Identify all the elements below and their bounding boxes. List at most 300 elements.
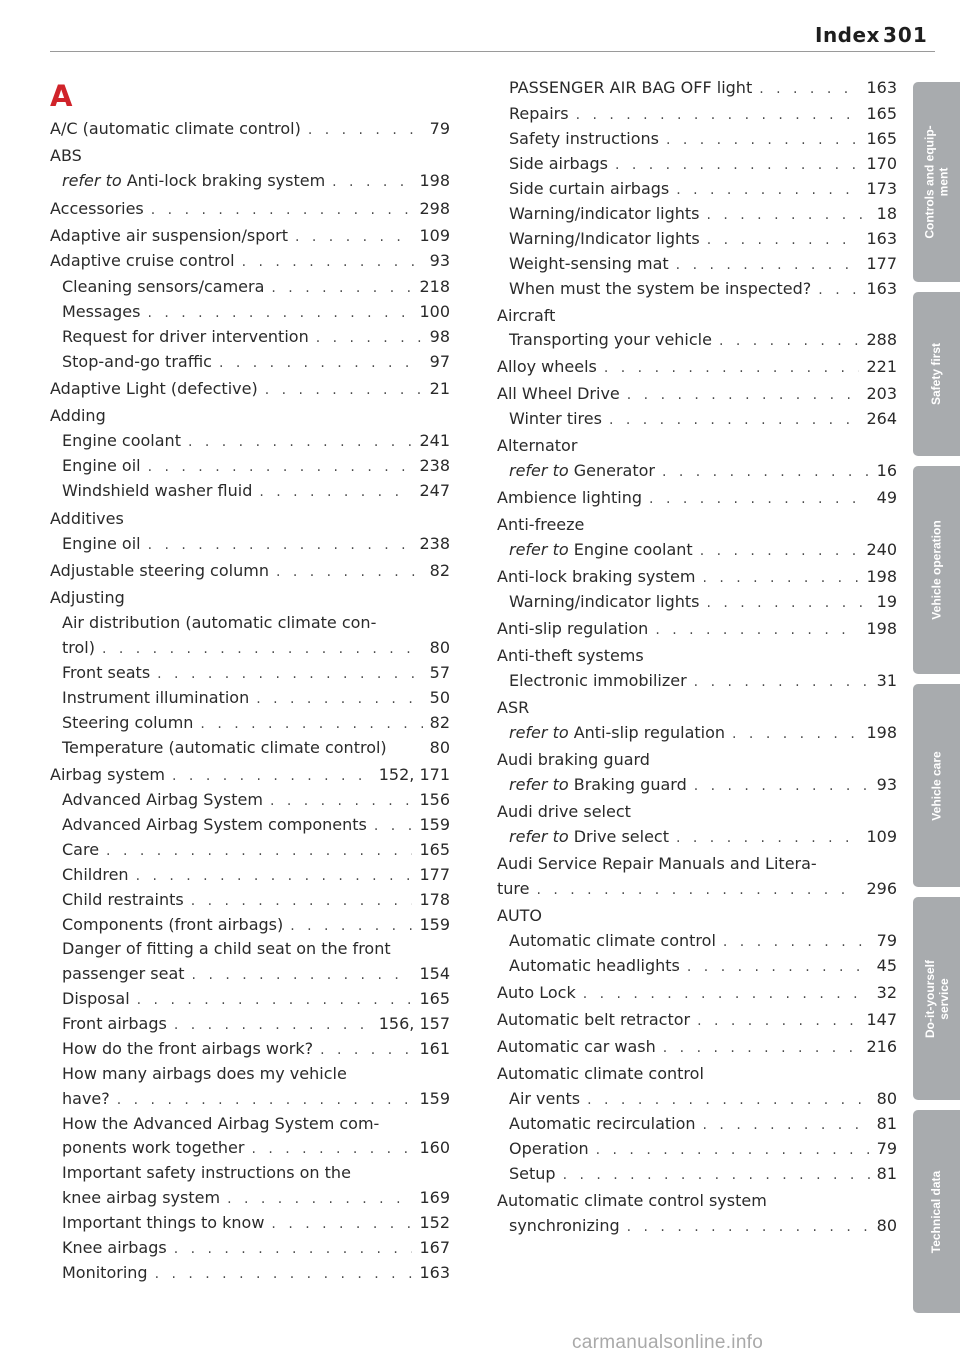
entry-text: Anti-freeze: [497, 515, 585, 534]
page-ref[interactable]: 165: [866, 104, 897, 123]
dot-leader: [576, 104, 860, 126]
entry-text: Anti-lock braking system: [497, 567, 696, 586]
page-ref[interactable]: 170: [866, 154, 897, 173]
section-tab[interactable]: [913, 897, 960, 1100]
entry-text: synchronizing: [509, 1216, 620, 1235]
entry-label: [509, 774, 687, 796]
entry-text: Temperature (automatic climate control): [62, 738, 387, 757]
entry-text: Electronic immobilizer: [509, 671, 687, 690]
page-ref[interactable]: 109: [866, 827, 897, 846]
entry-text: Automatic climate control: [497, 1064, 704, 1083]
index-entry: [509, 722, 897, 744]
page-ref[interactable]: 18: [876, 204, 897, 223]
index-entry: [509, 408, 897, 430]
index-entry: [62, 889, 450, 911]
dot-leader: [596, 1139, 870, 1161]
index-entry: [497, 1009, 897, 1031]
entry-text: Important safety instructions on the: [62, 1163, 351, 1182]
page-ref[interactable]: 100: [419, 302, 450, 321]
page-ref[interactable]: 163: [866, 279, 897, 298]
entry-text: Warning/Indicator lights: [509, 229, 700, 248]
dot-leader: [587, 1089, 870, 1111]
dot-leader: [316, 327, 423, 349]
index-entry: [62, 914, 450, 936]
dot-leader: [251, 1138, 412, 1160]
header-divider: [50, 51, 935, 52]
index-entry: [509, 826, 897, 848]
entry-text: Drive select: [573, 827, 669, 846]
page-ref[interactable]: 296: [866, 879, 897, 898]
dot-leader: [563, 1164, 870, 1186]
dot-leader: [290, 915, 412, 937]
page-ref[interactable]: 79: [876, 1139, 897, 1158]
page-ref[interactable]: 82: [429, 561, 450, 580]
index-entry: [509, 930, 897, 952]
entry-text: Danger of fitting a child seat on the front: [62, 939, 391, 958]
entry-label: [50, 587, 125, 609]
index-entry: [497, 697, 897, 719]
page-ref[interactable]: 79: [876, 931, 897, 950]
entry-label: [509, 329, 712, 351]
entry-label: [509, 591, 699, 613]
entry-label: [62, 430, 181, 452]
entry-label: [509, 460, 655, 482]
page-ref[interactable]: 203: [866, 384, 897, 403]
page-ref[interactable]: 163: [866, 78, 897, 97]
entry-text: Engine oil: [62, 456, 141, 475]
dot-leader: [106, 840, 412, 862]
index-entry: [62, 455, 450, 477]
dot-leader: [242, 251, 423, 273]
entry-label: [497, 697, 529, 719]
dot-leader: [732, 723, 859, 745]
entry-label: [62, 1137, 244, 1159]
entry-label: [509, 178, 669, 200]
entry-label: [509, 930, 716, 952]
entry-text: PASSENGER AIR BAG OFF light: [509, 78, 753, 97]
index-entry: [509, 591, 897, 613]
entry-label: [497, 383, 620, 405]
index-entry: [497, 514, 897, 536]
section-tab-label: Controls and equip- ment: [922, 125, 951, 239]
entry-text: Adaptive Light (defective): [50, 379, 258, 398]
dot-leader: [219, 352, 423, 374]
entry-text: Warning/indicator lights: [509, 592, 700, 611]
page-ref[interactable]: 152, 171: [378, 765, 450, 784]
page-ref[interactable]: 218: [419, 277, 450, 296]
index-entry: [62, 430, 450, 452]
page-ref[interactable]: 50: [429, 688, 450, 707]
page-ref[interactable]: 298: [419, 199, 450, 218]
entry-label: [62, 1113, 379, 1135]
index-entry: [62, 938, 450, 960]
page-ref[interactable]: 159: [419, 1089, 450, 1108]
index-entry: [62, 988, 450, 1010]
page-ref[interactable]: 198: [866, 723, 897, 742]
dot-leader: [649, 488, 870, 510]
page-ref[interactable]: 31: [876, 671, 897, 690]
index-entry: [509, 1088, 897, 1110]
index-entry: [509, 1215, 897, 1237]
section-tab[interactable]: [913, 1110, 960, 1313]
dot-leader: [227, 1188, 412, 1210]
page-ref[interactable]: 216: [866, 1037, 897, 1056]
entry-label: [62, 789, 263, 811]
page-ref[interactable]: 21: [429, 379, 450, 398]
index-entry: [62, 1038, 450, 1060]
entry-text: passenger seat: [62, 964, 185, 983]
entry-text: Automatic car wash: [497, 1037, 656, 1056]
section-tab[interactable]: [913, 684, 960, 887]
entry-text: Windshield washer fluid: [62, 481, 253, 500]
page-ref[interactable]: 240: [866, 540, 897, 559]
page-ref[interactable]: 264: [866, 409, 897, 428]
page-ref[interactable]: 159: [419, 915, 450, 934]
page-ref[interactable]: 221: [866, 357, 897, 376]
dot-leader: [759, 78, 859, 100]
index-entry: [62, 276, 450, 298]
page-ref[interactable]: 165: [419, 989, 450, 1008]
page-ref[interactable]: 178: [419, 890, 450, 909]
entry-label: [497, 749, 650, 771]
entry-text: Air vents: [509, 1089, 581, 1108]
page-ref[interactable]: 152: [419, 1213, 450, 1232]
page-ref[interactable]: 165: [419, 840, 450, 859]
entry-label: [62, 737, 387, 759]
entry-label: [62, 1063, 347, 1085]
entry-text: Anti-lock braking system: [126, 171, 326, 190]
entry-text: Care: [62, 840, 100, 859]
entry-text: Alloy wheels: [497, 357, 597, 376]
index-entry: [62, 1013, 450, 1035]
page-ref[interactable]: 79: [429, 119, 450, 138]
section-tab[interactable]: [913, 466, 960, 674]
entry-text: Safety instructions: [509, 129, 659, 148]
entry-text: Automatic climate control: [509, 931, 716, 950]
dot-leader: [270, 790, 413, 812]
index-entry: [509, 329, 897, 351]
entry-label: [62, 864, 129, 886]
page-ref[interactable]: 98: [429, 327, 450, 346]
page-ref[interactable]: 167: [419, 1238, 450, 1257]
entry-label: [509, 1163, 556, 1185]
index-entry: [497, 801, 897, 823]
entry-text: knee airbag system: [62, 1188, 221, 1207]
page-ref[interactable]: 19: [876, 592, 897, 611]
entry-label: [497, 1009, 690, 1031]
dot-leader: [148, 456, 413, 478]
entry-label: [509, 1113, 696, 1135]
index-entry: [509, 178, 897, 200]
index-entry: [62, 789, 450, 811]
page-ref[interactable]: 49: [876, 488, 897, 507]
dot-leader: [676, 179, 859, 201]
page-ref[interactable]: 82: [429, 713, 450, 732]
entry-label: [497, 435, 577, 457]
page-ref[interactable]: 247: [419, 481, 450, 500]
entry-text: have?: [62, 1089, 110, 1108]
page-ref[interactable]: 93: [876, 775, 897, 794]
index-entry: [62, 533, 450, 555]
entry-text: Anti-theft systems: [497, 646, 644, 665]
page-ref[interactable]: 147: [866, 1010, 897, 1029]
entry-text: Side airbags: [509, 154, 608, 173]
dot-leader: [332, 171, 412, 193]
entry-text: Engine coolant: [573, 540, 693, 559]
entry-label: [497, 566, 695, 588]
entry-label: [62, 533, 141, 555]
index-entry: [62, 1088, 450, 1110]
index-entry: [62, 1262, 450, 1284]
entry-text: Engine oil: [62, 534, 141, 553]
entry-label: [509, 670, 687, 692]
entry-text: ture: [497, 879, 530, 898]
header-title: Index: [815, 23, 880, 47]
page-ref[interactable]: 80: [876, 1089, 897, 1108]
entry-text: Advanced Airbag System: [62, 790, 263, 809]
index-entry: [509, 128, 897, 150]
dot-leader: [265, 379, 423, 401]
entry-text: Adding: [50, 406, 106, 425]
dot-leader: [676, 827, 859, 849]
index-entry: [62, 864, 450, 886]
dot-leader: [627, 384, 860, 406]
entry-label: [497, 1190, 767, 1212]
dot-leader: [188, 431, 412, 453]
section-tab[interactable]: [913, 82, 960, 282]
dot-leader: [663, 1037, 860, 1059]
page-ref[interactable]: 238: [419, 534, 450, 553]
entry-text: Audi Service Repair Manuals and Litera-: [497, 854, 817, 873]
index-entry: [497, 749, 897, 771]
page-ref[interactable]: 177: [866, 254, 897, 273]
entry-text: Auto Lock: [497, 983, 576, 1002]
index-entry: [497, 645, 897, 667]
index-entry: [497, 878, 897, 900]
entry-label: [62, 814, 367, 836]
entry-label: [62, 1162, 351, 1184]
index-entry: [509, 1163, 897, 1185]
dot-leader: [174, 1014, 372, 1036]
index-entry: [62, 1137, 450, 1159]
entry-label: [62, 1212, 264, 1234]
page-ref[interactable]: 173: [866, 179, 897, 198]
page-ref[interactable]: 198: [866, 619, 897, 638]
index-entry: [509, 955, 897, 977]
entry-text: Request for driver intervention: [62, 327, 309, 346]
entry-text: Warning/indicator lights: [509, 204, 700, 223]
entry-label: [497, 305, 555, 327]
entry-label: [509, 1215, 620, 1237]
index-entry: [62, 351, 450, 373]
entry-text: Anti-slip regulation: [497, 619, 649, 638]
index-entry: [497, 435, 897, 457]
entry-label: [509, 77, 752, 99]
dot-leader: [191, 890, 413, 912]
entry-label: [509, 153, 608, 175]
page-ref[interactable]: 80: [429, 638, 450, 657]
entry-text: ponents work together: [62, 1138, 245, 1157]
entry-label: [62, 1013, 167, 1035]
index-entry: [62, 963, 450, 985]
page-ref[interactable]: 161: [419, 1039, 450, 1058]
entry-text: Adaptive air suspension/sport: [50, 226, 288, 245]
dot-leader: [256, 688, 422, 710]
page-ref[interactable]: 16: [876, 461, 897, 480]
page-ref[interactable]: 165: [866, 129, 897, 148]
entry-label: [62, 662, 150, 684]
dot-leader: [694, 775, 870, 797]
dot-leader: [706, 592, 869, 614]
entry-text: Disposal: [62, 989, 130, 1008]
entry-label: [62, 637, 95, 659]
entry-label: [50, 560, 269, 582]
page-ref[interactable]: 288: [866, 330, 897, 349]
page-ref[interactable]: 109: [419, 226, 450, 245]
dot-leader: [102, 638, 423, 660]
page-ref[interactable]: 163: [419, 1263, 450, 1282]
dot-leader: [308, 119, 423, 141]
dot-leader: [295, 226, 412, 248]
dot-leader: [697, 1010, 859, 1032]
index-entry: [62, 737, 450, 759]
index-entry: [497, 1063, 897, 1085]
page-ref[interactable]: 93: [429, 251, 450, 270]
entry-label: [509, 128, 659, 150]
entry-text: How many airbags does my vehicle: [62, 1064, 347, 1083]
index-entry: [497, 1190, 897, 1212]
entry-text: Side curtain airbags: [509, 179, 670, 198]
section-tab-label: Vehicle operation: [929, 520, 944, 620]
entry-text: Messages: [62, 302, 141, 321]
entry-label: [509, 408, 602, 430]
entry-label: [509, 1138, 589, 1160]
entry-label: [50, 405, 106, 427]
entry-label: [62, 455, 141, 477]
entry-text: Automatic climate control system: [497, 1191, 767, 1210]
dot-leader: [271, 277, 412, 299]
dot-leader: [615, 154, 859, 176]
entry-label: [62, 963, 185, 985]
entry-text: Audi drive select: [497, 802, 631, 821]
index-entry: [62, 480, 450, 502]
dot-leader: [536, 879, 859, 901]
index-entry: [50, 587, 450, 609]
dot-leader: [609, 409, 859, 431]
index-entry: [509, 278, 897, 300]
index-entry: [497, 1036, 897, 1058]
index-entry: [62, 1212, 450, 1234]
index-entry: [497, 982, 897, 1004]
index-entry: [497, 618, 897, 640]
entry-text: Airbag system: [50, 765, 166, 784]
page-ref[interactable]: 80: [876, 1216, 897, 1235]
cross-reference: refer to: [62, 171, 122, 190]
page-ref[interactable]: 57: [429, 663, 450, 682]
dot-leader: [700, 540, 860, 562]
index-entry: [62, 1187, 450, 1209]
entry-label: [62, 480, 252, 502]
entry-label: [497, 905, 542, 927]
index-entry: [509, 228, 897, 250]
entry-text: When must the system be inspected?: [509, 279, 812, 298]
dot-leader: [148, 534, 413, 556]
page-ref[interactable]: 154: [419, 964, 450, 983]
index-entry: [62, 637, 450, 659]
cross-reference: refer to: [509, 827, 569, 846]
entry-label: [50, 250, 235, 272]
entry-label: [509, 955, 680, 977]
entry-text: Cleaning sensors/camera: [62, 277, 265, 296]
page-ref[interactable]: 159: [419, 815, 450, 834]
index-entry: [497, 487, 897, 509]
cross-reference: refer to: [509, 540, 569, 559]
dot-leader: [583, 983, 870, 1005]
entry-label: [509, 103, 569, 125]
entry-text: Front airbags: [62, 1014, 167, 1033]
entry-label: [62, 988, 130, 1010]
entry-text: Alternator: [497, 436, 578, 455]
entry-label: [50, 764, 165, 786]
page-ref[interactable]: 97: [429, 352, 450, 371]
entry-text: Stop-and-go traffic: [62, 352, 212, 371]
index-entry: [50, 560, 450, 582]
index-entry: [62, 1063, 450, 1085]
index-entry: [50, 225, 450, 247]
index-entry: [509, 253, 897, 275]
entry-label: [509, 203, 699, 225]
dot-leader: [818, 279, 859, 301]
page-ref[interactable]: 81: [876, 1114, 897, 1133]
entry-text: All Wheel Drive: [497, 384, 620, 403]
entry-text: Repairs: [509, 104, 569, 123]
entry-text: Important things to know: [62, 1213, 265, 1232]
page-ref[interactable]: 198: [419, 171, 450, 190]
entry-label: [62, 1038, 313, 1060]
section-tab-label: Technical data: [929, 1170, 944, 1253]
index-entry: [497, 383, 897, 405]
index-entry: [62, 301, 450, 323]
page-ref[interactable]: 32: [876, 983, 897, 1002]
index-entry: [62, 814, 450, 836]
page-ref[interactable]: 163: [866, 229, 897, 248]
dot-leader: [174, 1238, 413, 1260]
section-tab-label: Safety first: [929, 342, 944, 406]
page-ref[interactable]: 156, 157: [378, 1014, 450, 1033]
page-ref[interactable]: 198: [866, 567, 897, 586]
dot-leader: [320, 1039, 412, 1061]
entry-label: [497, 618, 648, 640]
page-ref[interactable]: 241: [419, 431, 450, 450]
page-ref[interactable]: 177: [419, 865, 450, 884]
page-ref[interactable]: 81: [876, 1164, 897, 1183]
entry-text: How the Advanced Airbag System com-: [62, 1114, 380, 1133]
page-ref[interactable]: 160: [419, 1138, 450, 1157]
watermark: carmanualsonline.info: [572, 1332, 764, 1353]
entry-text: Knee airbags: [62, 1238, 167, 1257]
index-entry: [50, 118, 450, 140]
page-ref[interactable]: 169: [419, 1188, 450, 1207]
page-ref[interactable]: 45: [876, 956, 897, 975]
entry-text: Transporting your vehicle: [509, 330, 712, 349]
page-ref[interactable]: 80: [429, 738, 450, 757]
index-entry: [509, 774, 897, 796]
entry-label: [509, 539, 693, 561]
entry-label: [50, 225, 288, 247]
page-ref[interactable]: 156: [419, 790, 450, 809]
page-ref[interactable]: 238: [419, 456, 450, 475]
section-tab[interactable]: [913, 292, 960, 456]
